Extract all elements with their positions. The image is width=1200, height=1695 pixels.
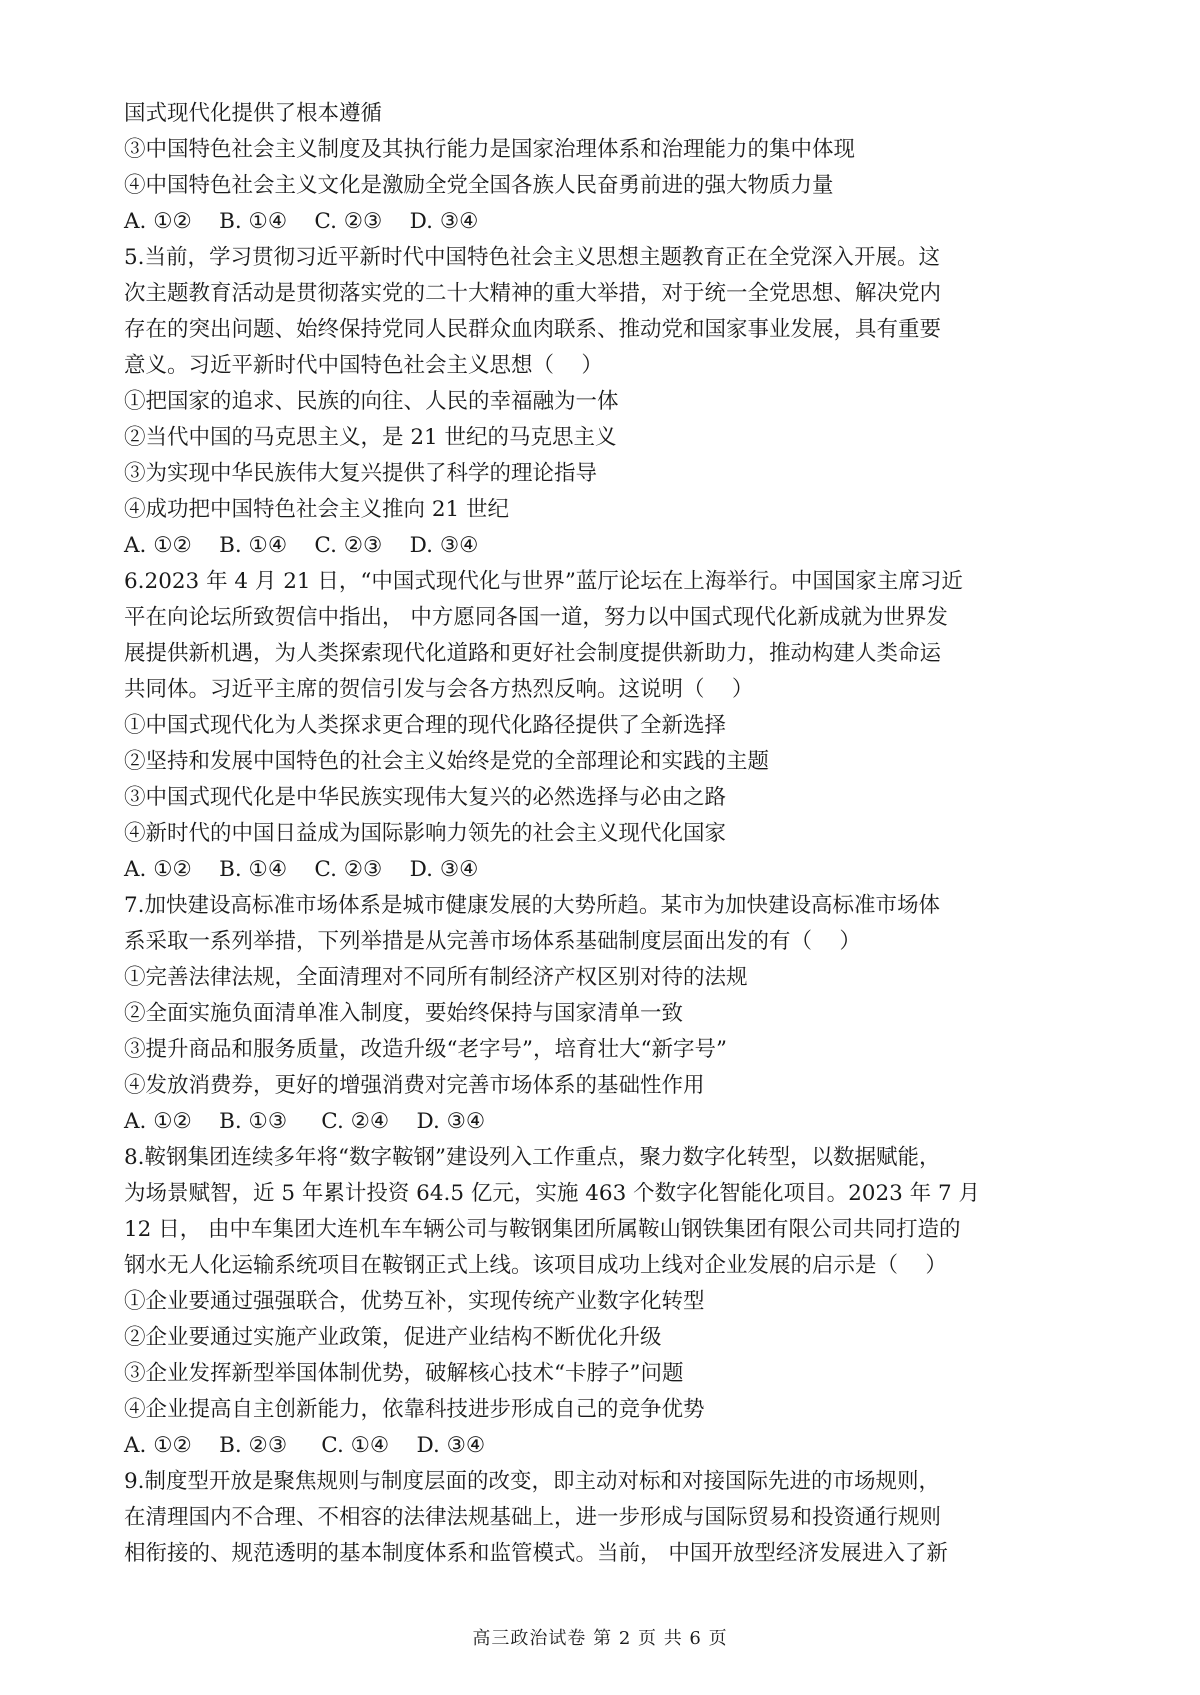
question-5 xyxy=(124,240,1084,564)
answer-options: A. ①② B. ①③ C. ②④ D. ③④ xyxy=(124,1109,486,1134)
question-8 xyxy=(124,1140,1084,1464)
answer-item: ②当代中国的马克思主义，是 21 世纪的马克思主义 xyxy=(124,425,617,450)
page-footer: 高三政治试卷 第 2 页 共 6 页 xyxy=(472,1628,728,1649)
question-stem-line: 平在向论坛所致贺信中指出， 中方愿同各国一道，努力以中国式现代化新成就为世界发 xyxy=(124,605,948,630)
answer-options: A. ①② B. ①④ C. ②③ D. ③④ xyxy=(124,857,479,882)
answer-item: ④新时代的中国日益成为国际影响力领先的社会主义现代化国家 xyxy=(124,821,727,846)
question-stem-line: 6.2023 年 4 月 21 日，“中国式现代化与世界”蓝厅论坛在上海举行。中国国家主席习近 xyxy=(124,569,963,594)
answer-item: ①企业要通过强强联合，优势互补，实现传统产业数字化转型 xyxy=(124,1289,705,1314)
answer-item: ④中国特色社会主义文化是激励全党全国各族人民奋勇前进的强大物质力量 xyxy=(124,173,834,198)
question-stem-line: 共同体。习近平主席的贺信引发与会各方热烈反响。这说明（ ） xyxy=(124,677,754,702)
question-stem-line: 8.鞍钢集团连续多年将“数字鞍钢”建设列入工作重点，聚力数字化转型，以数据赋能， xyxy=(124,1145,941,1170)
answer-item: ②坚持和发展中国特色的社会主义始终是党的全部理论和实践的主题 xyxy=(124,749,770,774)
answer-item: ②企业要通过实施产业政策，促进产业结构不断优化升级 xyxy=(124,1325,662,1350)
text-line: 国式现代化提供了根本遵循 xyxy=(124,101,383,126)
question-stem-line: 钢水无人化运输系统项目在鞍钢正式上线。该项目成功上线对企业发展的启示是（ ） xyxy=(124,1253,947,1278)
answer-item: ①完善法律法规，全面清理对不同所有制经济产权区别对待的法规 xyxy=(124,965,748,990)
answer-item: ①中国式现代化为人类探求更合理的现代化路径提供了全新选择 xyxy=(124,713,727,738)
question-7 xyxy=(124,888,1084,1140)
question-stem-line: 12 日， 由中车集团大连机车车辆公司与鞍钢集团所属鞍山钢铁集团有限公司共同打造的 xyxy=(124,1217,961,1242)
answer-item: ③中国特色社会主义制度及其执行能力是国家治理体系和治理能力的集中体现 xyxy=(124,137,856,162)
answer-item: ③企业发挥新型举国体制优势，破解核心技术“卡脖子”问题 xyxy=(124,1361,684,1386)
answer-item: ③提升商品和服务质量，改造升级“老字号”，培育壮大“新字号” xyxy=(124,1037,727,1062)
exam-page xyxy=(124,96,1084,1572)
answer-options: A. ①② B. ①④ C. ②③ D. ③④ xyxy=(124,533,479,558)
question-stem-line: 7.加快建设高标准市场体系是城市健康发展的大势所趋。某市为加快建设高标准市场体 xyxy=(124,893,941,918)
question-9 xyxy=(124,1464,1084,1572)
answer-item: ②全面实施负面清单准入制度，要始终保持与国家清单一致 xyxy=(124,1001,684,1026)
question-stem-line: 次主题教育活动是贯彻落实党的二十大精神的重大举措，对于统一全党思想、解决党内 xyxy=(124,281,942,306)
question-6 xyxy=(124,564,1084,888)
answer-item: ④成功把中国特色社会主义推向 21 世纪 xyxy=(124,497,510,522)
prev-question-tail xyxy=(124,96,1084,240)
question-stem-line: 意义。习近平新时代中国特色社会主义思想（ ） xyxy=(124,353,603,378)
question-stem-line: 系采取一系列举措，下列举措是从完善市场体系基础制度层面出发的有（ ） xyxy=(124,929,861,954)
answer-options: A. ①② B. ①④ C. ②③ D. ③④ xyxy=(124,209,479,234)
answer-options: A. ①② B. ②③ C. ①④ D. ③④ xyxy=(124,1433,486,1458)
answer-item: ③中国式现代化是中华民族实现伟大复兴的必然选择与必由之路 xyxy=(124,785,727,810)
question-stem-line: 存在的突出问题、始终保持党同人民群众血肉联系、推动党和国家事业发展，具有重要 xyxy=(124,317,942,342)
answer-item: ①把国家的追求、民族的向往、人民的幸福融为一体 xyxy=(124,389,619,414)
question-stem-line: 9.制度型开放是聚焦规则与制度层面的改变，即主动对标和对接国际先进的市场规则， xyxy=(124,1469,941,1494)
question-stem-line: 展提供新机遇，为人类探索现代化道路和更好社会制度提供新助力，推动构建人类命运 xyxy=(124,641,942,666)
question-stem-line: 相衔接的、规范透明的基本制度体系和监管模式。当前， 中国开放型经济发展进入了新 xyxy=(124,1541,948,1566)
answer-item: ④发放消费券，更好的增强消费对完善市场体系的基础性作用 xyxy=(124,1073,705,1098)
question-stem-line: 5.当前，学习贯彻习近平新时代中国特色社会主义思想主题教育正在全党深入开展。这 xyxy=(124,245,941,270)
answer-item: ④企业提高自主创新能力，依靠科技进步形成自己的竞争优势 xyxy=(124,1397,705,1422)
question-stem-line: 在清理国内不合理、不相容的法律法规基础上，进一步形成与国际贸易和投资通行规则 xyxy=(124,1505,942,1530)
question-stem-line: 为场景赋智，近 5 年累计投资 64.5 亿元，实施 463 个数字化智能化项目。2023 年 7 月 xyxy=(124,1181,980,1206)
answer-item: ③为实现中华民族伟大复兴提供了科学的理论指导 xyxy=(124,461,598,486)
